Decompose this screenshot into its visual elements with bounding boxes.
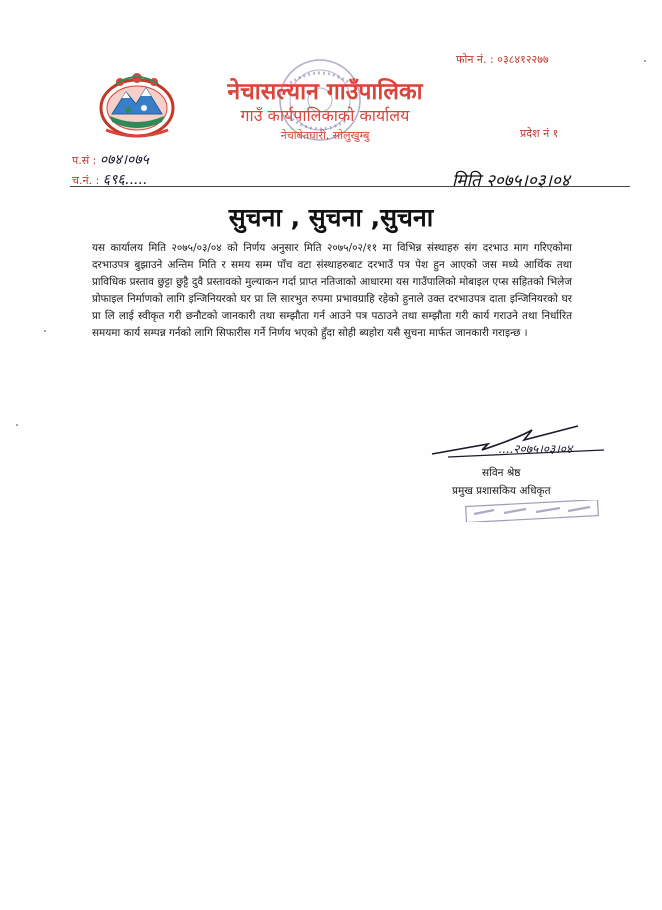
notice-title: सुचना , सुचना ,सुचना xyxy=(228,203,434,232)
signatory-title: प्रमुख प्रशासकिय अधिकृत xyxy=(452,485,551,497)
designation-stamp-icon xyxy=(464,500,602,522)
signatory-name: सविन श्रेष्ठ xyxy=(482,467,521,479)
ref-ps-value: ०७४।०७५ xyxy=(99,152,149,168)
scan-speck xyxy=(44,330,46,332)
ref-cn-label: च.नं. : xyxy=(72,174,100,187)
province-label: प्रदेश नं १ xyxy=(520,127,559,140)
header-divider xyxy=(70,186,630,187)
signature-date: ....२०७५।०३।०४ xyxy=(498,442,573,456)
office-phone: फोन नं. : ०३८४१२२७७ xyxy=(456,53,549,66)
letter-date: मिति २०७५।०३।०४ xyxy=(452,171,570,191)
ref-patra-sankhya xyxy=(72,150,149,169)
scan-speck xyxy=(644,60,646,62)
ref-cn-value: ६९६..... xyxy=(102,172,147,188)
nepal-emblem-icon xyxy=(96,70,178,140)
scan-speck xyxy=(16,424,18,426)
office-subtitle: गाउँ कार्यपालिकाको कार्यालय xyxy=(240,106,410,125)
office-address: नेचाबेतघारी, सोलुखुम्बु xyxy=(280,129,370,142)
office-name: नेचासल्यान गाउँपालिका xyxy=(227,79,423,105)
ref-ps-label: प.सं : xyxy=(72,154,97,167)
notice-body: यस कार्यालय मिति २०७५/०३/०४ को निर्णय अनुसार मिति २०७५/०२/११ मा विभिन्न संस्थाहरु संग दरभाउ माग गरिएकोमा दरभाउपत्र बुझाउने अन्तिम मिति र समय सम्म पाँच वटा संस्थाहरुबाट दरभाउँ पत्र पेश हुन आएको जस मध्ये आर्थिक तथा प्राविधिक प्रस्ताव छुट्टा छुट्टै दुवै प्रस्तावको मुल्याकन गर्दा प्राप्त नतिजाको आधारमा यस गाउँपालिको मोबाइल एप्स सहितको भिलेज प्रोफाइल निर्माणको लागि इन्जिनियरको घर प्रा लि सारभुत रुपमा प्रभावग्राहि रहेको हुनाले उक्त दरभाउपत्र दाता इन्जिनियरको घर प्रा लि लाई स्वीकृत गरी छनौटको जानकारी तथा सम्झौता गर्न आउने पत्र पठाउने तथा सम्झौता गरी कार्य गराउने तथा निर्धारित समयमा कार्य सम्पन्न गर्नको लागि सिफारीस गर्ने निर्णय भएको हुँदा सोही ब्यहोरा यसै सुचना मार्फत जानकारी गराइन्छ । xyxy=(92,242,572,339)
